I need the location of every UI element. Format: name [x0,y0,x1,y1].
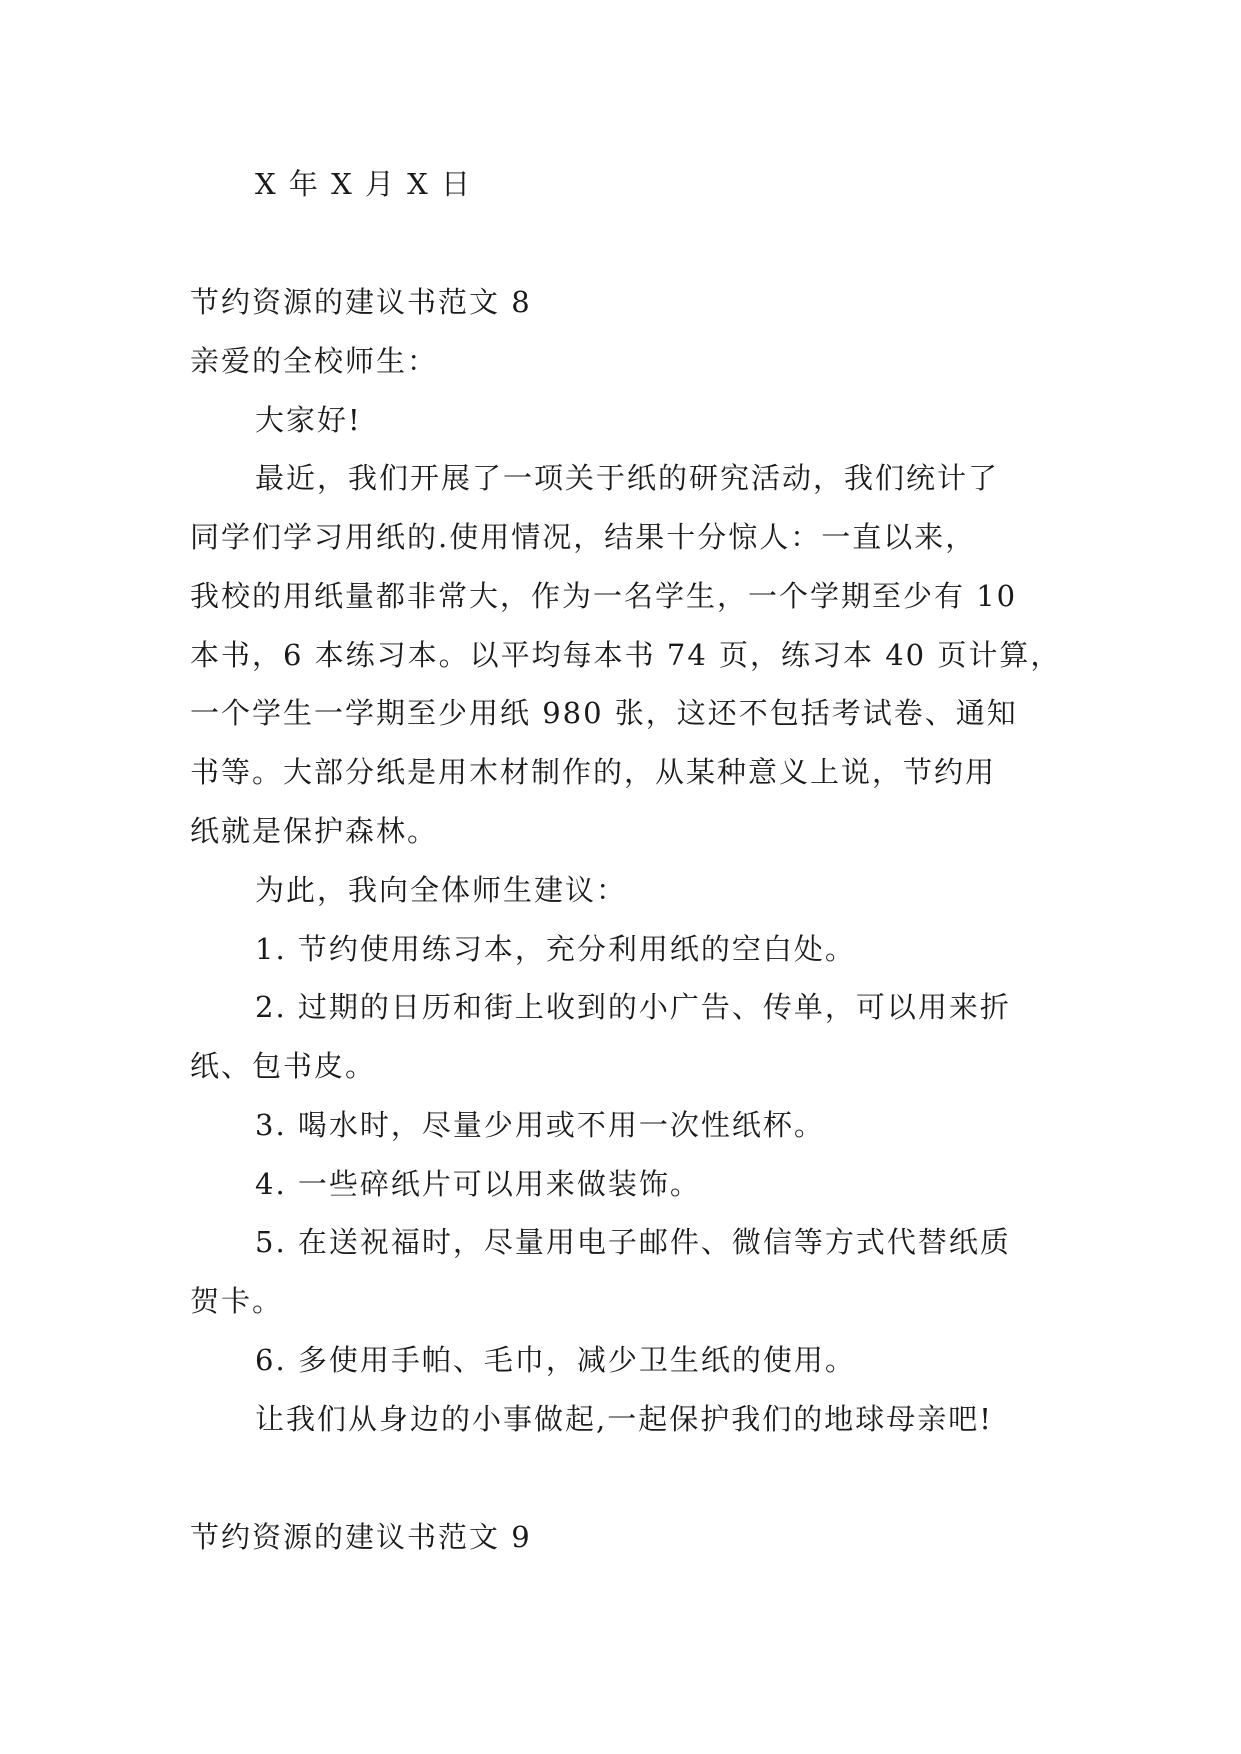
paragraph-line: 同学们学习用纸的.使用情况，结果十分惊人：一直以来， [190,520,977,554]
suggestion-item-2: 2. 过期的日历和街上收到的小广告、传单，可以用来折 [255,990,1011,1024]
suggestion-item-5-continued: 贺卡。 [190,1284,284,1318]
salutation: 亲爱的全校师生： [190,344,439,378]
paragraph-line: 我校的用纸量都非常大，作为一名学生，一个学期至少有 10 [190,579,1018,613]
section-9-title: 节约资源的建议书范文 9 [190,1520,532,1554]
greeting: 大家好! [255,403,362,437]
suggestion-intro: 为此，我向全体师生建议： [255,873,628,907]
paragraph-line: 最近，我们开展了一项关于纸的研究活动，我们统计了 [255,461,1000,495]
suggestion-item-4: 4. 一些碎纸片可以用来做装饰。 [255,1167,701,1201]
paragraph-line: 纸就是保护森林。 [190,814,439,848]
paragraph-line: 书等。大部分纸是用木材制作的，从某种意义上说，节约用 [190,755,997,789]
section-8-title: 节约资源的建议书范文 8 [190,285,532,319]
closing-line: 让我们从身边的小事做起,一起保护我们的地球母亲吧! [255,1402,993,1436]
paragraph-line: 一个学生一学期至少用纸 980 张，这还不包括考试卷、通知 [190,696,1018,730]
suggestion-item-3: 3. 喝水时，尽量少用或不用一次性纸杯。 [255,1108,825,1142]
paragraph-line: 本书，6 本练习本。以平均每本书 74 页，练习本 40 页计算， [190,638,1062,672]
suggestion-item-6: 6. 多使用手帕、毛巾，减少卫生纸的使用。 [255,1343,856,1377]
suggestion-item-1: 1. 节约使用练习本，充分利用纸的空白处。 [255,932,856,966]
date-line: X 年 X 月 X 日 [255,167,473,201]
suggestion-item-5: 5. 在送祝福时，尽量用电子邮件、微信等方式代替纸质 [255,1225,1011,1259]
suggestion-item-2-continued: 纸、包书皮。 [190,1049,377,1083]
